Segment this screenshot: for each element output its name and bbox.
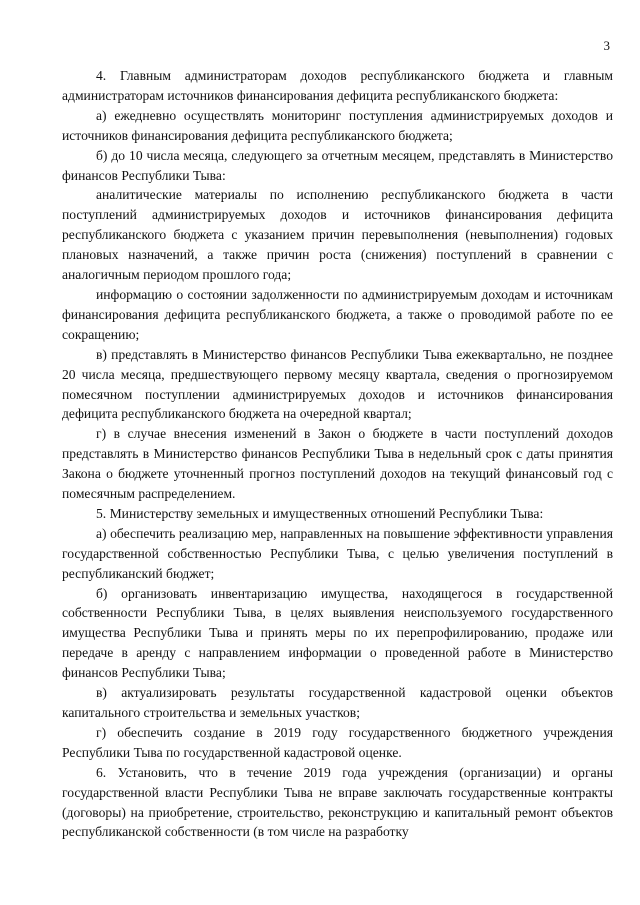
paragraph-item-5v: в) актуализировать результаты государственной кадастровой оценки объектов капитального строительства и земельных участков;: [62, 685, 613, 720]
paragraph-item-5a: а) обеспечить реализацию мер, направленных на повышение эффективности управления государственной собственностью Республики Тыва, с целью увеличения поступлений в республиканский бюджет;: [62, 525, 613, 581]
paragraph-item-5: 5. Министерству земельных и имущественных отношений Республики Тыва:: [96, 505, 544, 521]
document-body: [62, 66, 613, 842]
paragraph-item-4a: а) ежедневно осуществлять мониторинг поступления администрируемых доходов и источников финансирования дефицита республиканского бюджета;: [62, 107, 613, 143]
paragraph-analytical-materials: аналитические материалы по исполнению республиканского бюджета в части поступлений администрируемых доходов и источников финансирования дефицита республиканского бюджета с указанием причин перевыполнения (невыполнения) годовых плановых назначений, а также причин роста (снижения) поступлений в сравнении с аналогичным периодом прошлого года;: [62, 187, 613, 283]
paragraph-item-4v: в) представлять в Министерство финансов Республики Тыва ежеквартально, не позднее 20 числа месяца, предшествующего первому месяцу квартала, сведения о прогнозируемом помесячном поступлении администрируемых доходов и источников финансирования дефицита республиканского бюджета на очередной квартал;: [62, 346, 613, 422]
paragraph-item-4: 4. Главным администраторам доходов республиканского бюджета и главным администраторам источников финансирования дефицита республиканского бюджета:: [62, 68, 613, 103]
paragraph-debt-information: информацию о состоянии задолженности по администрируемым доходам и источникам финансирования дефицита республиканского бюджета, а также о проводимой работе по ее сокращению;: [62, 286, 613, 342]
paragraph-item-5g: г) обеспечить создание в 2019 году государственного бюджетного учреждения Республики Тыва по государственной кадастровой оценке.: [62, 724, 613, 760]
paragraph-item-4b: б) до 10 числа месяца, следующего за отчетным месяцем, представлять в Министерство финансов Республики Тыва:: [62, 147, 613, 183]
paragraph-item-6: 6. Установить, что в течение 2019 года учреждения (организации) и органы государственной власти Республики Тыва не вправе заключать государственные контракты (договоры) на приобретение, строительство, реконструкцию и капитальный ремонт объектов республиканской собственности (в том числе на разработку: [62, 764, 613, 840]
paragraph-item-4g: г) в случае внесения изменений в Закон о бюджете в части поступлений доходов представлять в Министерство финансов Республики Тыва в недельный срок с даты принятия Закона о бюджете уточненный прогноз поступлений доходов на текущий финансовый год с помесячным распределением.: [62, 426, 613, 502]
page-number: 3: [603, 38, 610, 53]
paragraph-item-5b: б) организовать инвентаризацию имущества, находящегося в государственной собственности Республики Тыва, в целях выявления неиспользуемого государственного имущества Республики Тыва и принять меры по их перепрофилированию, продаже или передаче в аренду с направлением информации о проведенной работе в Министерство финансов Республики Тыва;: [62, 585, 613, 681]
